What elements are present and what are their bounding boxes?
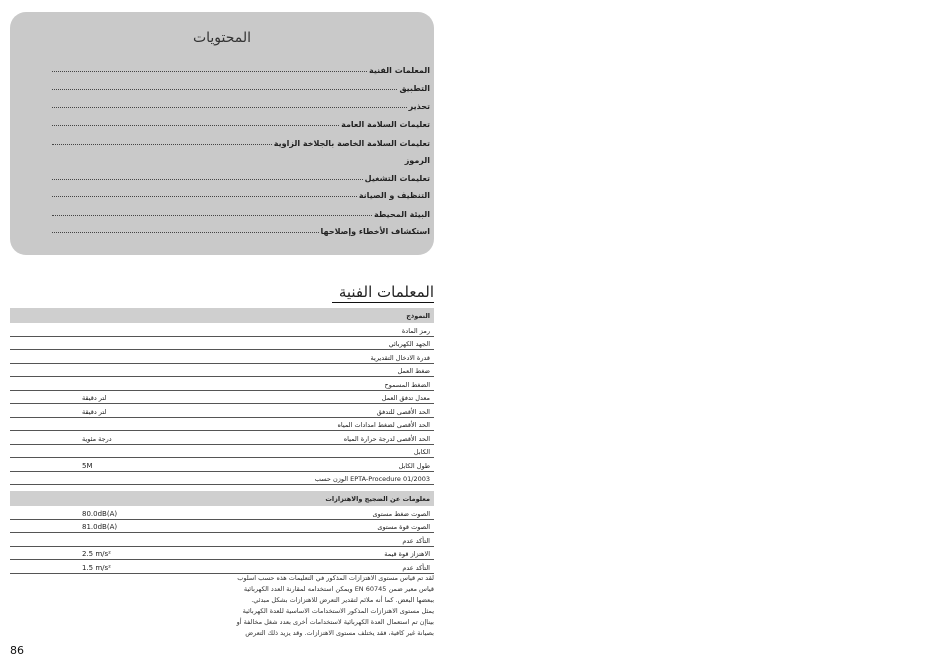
- spec-row: الحد الأقصى للتدفق لتر دقيقة: [10, 404, 434, 418]
- spec-row: EPTA-Procedure 01/2003 الوزن حسب: [10, 472, 434, 486]
- specs-table: [10, 308, 434, 574]
- spec-row: التأكد عدم: [10, 533, 434, 547]
- note-line: لقد تم قياس مستوى الاهتزازات المذكور في التعليمات هذه حسب اسلوب: [237, 574, 434, 582]
- toc-item[interactable]: البيئة المحيطة: [52, 205, 430, 219]
- spec-header-row: النموذج: [10, 308, 434, 323]
- note-line: يمثل مستوى الاهتزازات المذكور الاستخدامات الاساسية للعدة الكهربائية: [242, 607, 434, 615]
- spec-row: الجهد الكهربائي: [10, 337, 434, 351]
- note-line: قياس معير ضمن EN 60745 ويمكن استخدامه لمقارنة العدد الكهربائية: [243, 585, 434, 593]
- note-line: بصيانة غير كافية، فقد يختلف مستوى الاهتزازات. وقد يزيد ذلك التعرض: [245, 629, 434, 637]
- page-number: 86: [10, 644, 24, 657]
- toc-item[interactable]: تحذير: [52, 97, 430, 111]
- toc-item[interactable]: التنظيف و الصيانة: [52, 186, 430, 200]
- toc-item[interactable]: التطبيق: [52, 79, 430, 93]
- toc-item[interactable]: تعليمات التشغيل: [52, 169, 430, 183]
- spec-row: طول الكابل 5M: [10, 458, 434, 472]
- contents-title: المحتويات: [192, 30, 252, 46]
- spec-row: الضغط المسموح: [10, 377, 434, 391]
- spec-row: الاهتزاز قوة قيمة 2.5 m/s²: [10, 547, 434, 561]
- specs-heading: المعلمات الفنية: [332, 283, 434, 303]
- spec-row: التأكد عدم 1.5 m/s²: [10, 560, 434, 574]
- spec-row: معدل تدفق العمل لتر دقيقة: [10, 391, 434, 405]
- spec-row: قدرة الادخال التقديرية: [10, 350, 434, 364]
- noise-header-row: معلومات عن الضجيج والاهتزازات: [10, 491, 434, 506]
- spec-row: الصوت قوة مستوى 81.0dB(A): [10, 520, 434, 534]
- note-line: بيناإن تم استعمال العدة الكهربائية لاستخدامات أخرى بعدد شغل مخالفة أو: [236, 618, 434, 626]
- spec-row: الكابل: [10, 445, 434, 459]
- spec-row: رمز المادة: [10, 323, 434, 337]
- note-line: ببعضها البعض. كما أنه ملائم لتقدير التعرض للاهتزازات بشكل مبدئي.: [251, 596, 434, 604]
- spec-row: الصوت ضغط مستوى 80.0dB(A): [10, 506, 434, 520]
- spec-row: ضغط العمل: [10, 364, 434, 378]
- vibration-notes: [190, 573, 434, 639]
- toc-item[interactable]: الرموز: [404, 156, 430, 165]
- toc-item[interactable]: المعلمات الفنية: [52, 61, 430, 75]
- spec-row: الحد الأقصى لدرجة حرارة المياه درجة مئوية: [10, 431, 434, 445]
- toc-item[interactable]: تعليمات السلامة الخاصة بالجلاخة الزاوية: [52, 134, 430, 148]
- toc-item[interactable]: استكشاف الأخطاء وإصلاحها: [52, 222, 430, 236]
- spec-row: الحد الأقصى لضغط امدادات المياه: [10, 418, 434, 432]
- toc-item[interactable]: تعليمات السلامة العامة: [52, 115, 430, 129]
- contents-panel: [10, 12, 434, 255]
